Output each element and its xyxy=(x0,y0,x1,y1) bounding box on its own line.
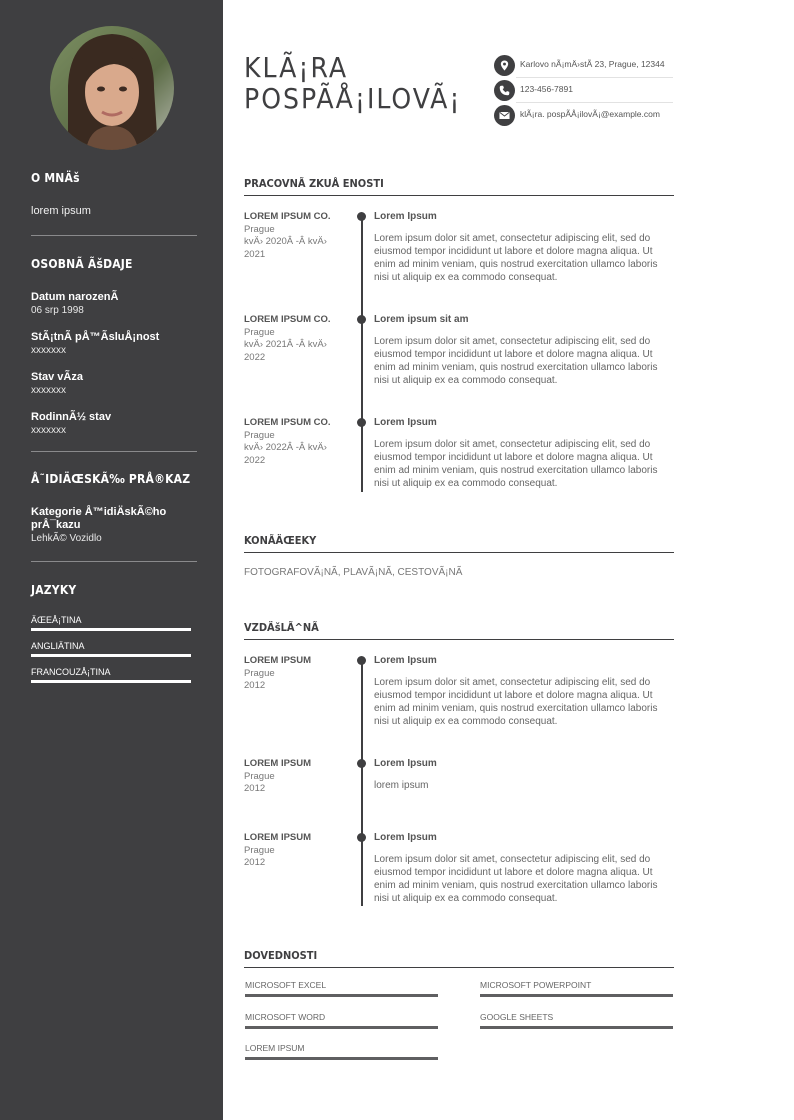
experience-city: Prague xyxy=(244,326,275,338)
timeline-dot xyxy=(357,759,366,768)
experience-dates: kvÄ› 2022Â -Â kvÄ› xyxy=(244,442,327,453)
education-meta xyxy=(244,758,354,796)
experience-dates: kvÄ› 2020Â -Â kvÄ› xyxy=(244,236,327,247)
skill-item xyxy=(245,1012,438,1029)
personal-item xyxy=(31,331,197,357)
hobbies-heading: KONÃÄŒEKY xyxy=(244,534,317,547)
experience-title: Lorem Ipsum xyxy=(374,211,437,222)
phone-icon xyxy=(494,80,515,101)
education-desc: Lorem ipsum dolor sit amet, consectetur adipiscing elit, sed do eiusmod tempor incididunt ut labore et dolore magna aliqua. Ut enim ad minim veniam, quis nostrud exercitation ullamco laboris nisi ut aliquip ex ea commodo consequat. xyxy=(374,677,658,727)
hobbies-text: FOTOGRAFOVÃ¡NÃ, PLAVÃ¡NÃ, CESTOVÃ¡NÃ xyxy=(244,567,463,578)
education-desc: Lorem ipsum dolor sit amet, consectetur adipiscing elit, sed do eiusmod tempor incididunt ut labore et dolore magna aliqua. Ut enim ad minim veniam, quis nostrud exercitation ullamco laboris nisi ut aliquip ex ea commodo consequat. xyxy=(374,854,658,904)
experience-timeline xyxy=(361,216,363,492)
email-text: klÃ¡ra. pospÃÅ¡ilovÃ¡@example.com xyxy=(520,109,660,119)
contact-address xyxy=(494,54,674,79)
section-rule xyxy=(244,639,674,640)
language-item xyxy=(31,641,197,657)
personal-label: RodinnÃ½ stav xyxy=(31,411,112,423)
avatar xyxy=(50,26,174,150)
experience-desc: Lorem ipsum dolor sit amet, consectetur adipiscing elit, sed do eiusmod tempor incididunt ut labore et dolore magna aliqua. Ut enim ad minim veniam, quis nostrud exercitation ullamco laboris nisi ut aliquip ex ea commodo consequat. xyxy=(374,233,658,283)
personal-value: xxxxxxx xyxy=(31,345,66,356)
experience-detail xyxy=(374,314,674,387)
section-rule xyxy=(244,967,674,968)
personal-label: Datum narozenÃ xyxy=(31,291,119,303)
personal-label: StÃ¡tnÃ pÅ™ÃsluÅ¡nost xyxy=(31,331,160,343)
skill-item xyxy=(245,980,438,997)
language-bar xyxy=(31,628,191,631)
language-item xyxy=(31,615,197,631)
education-year: 2012 xyxy=(244,680,266,691)
phone-text: 123-456-7891 xyxy=(520,84,573,94)
divider xyxy=(31,451,197,452)
experience-meta xyxy=(244,211,354,261)
personal-section xyxy=(31,257,197,437)
skills-heading: DOVEDNOSTI xyxy=(244,949,318,962)
language-bar xyxy=(31,654,191,657)
skill-item xyxy=(480,1012,673,1029)
timeline-dot xyxy=(357,212,366,221)
education-detail xyxy=(374,758,674,792)
education-detail xyxy=(374,655,674,728)
license-label-cont: prÅ¯kazu xyxy=(31,519,81,531)
timeline-dot xyxy=(357,833,366,842)
skill-item xyxy=(245,1043,438,1060)
about-heading: O MNÄš xyxy=(31,171,80,185)
email-icon xyxy=(494,105,515,126)
license-label: Kategorie Å™idiÄskÃ©ho xyxy=(31,506,167,518)
experience-title: Lorem ipsum sit am xyxy=(374,314,469,325)
education-detail xyxy=(374,832,674,905)
name-line-1: KLÃ¡RA xyxy=(244,51,349,84)
personal-value: xxxxxxx xyxy=(31,385,66,396)
skill-label: LOREM IPSUM xyxy=(245,1043,305,1053)
experience-org: LOREM IPSUM CO. xyxy=(244,211,331,222)
contact-email xyxy=(494,104,674,129)
education-meta xyxy=(244,832,354,870)
experience-desc: Lorem ipsum dolor sit amet, consectetur adipiscing elit, sed do eiusmod tempor incididunt ut labore et dolore magna aliqua. Ut enim ad minim veniam, quis nostrud exercitation ullamco laboris nisi ut aliquip ex ea commodo consequat. xyxy=(374,439,658,489)
skill-bar xyxy=(245,1026,438,1029)
skill-bar xyxy=(245,994,438,997)
skill-bar xyxy=(480,994,673,997)
experience-dates: kvÄ› 2021Â -Â kvÄ› xyxy=(244,339,327,350)
skill-bar xyxy=(245,1057,438,1060)
language-label: ANGLIÄTINA xyxy=(31,641,85,651)
language-bar xyxy=(31,680,191,683)
experience-year: 2022 xyxy=(244,351,266,363)
personal-value: xxxxxxx xyxy=(31,425,66,436)
section-rule xyxy=(244,195,674,196)
section-rule xyxy=(244,552,674,553)
education-title: Lorem Ipsum xyxy=(374,832,437,843)
profile-photo xyxy=(50,26,174,150)
experience-year: 2021 xyxy=(244,248,266,260)
personal-value: 06 srp 1998 xyxy=(31,305,84,316)
experience-org: LOREM IPSUM CO. xyxy=(244,417,331,428)
education-city: Prague xyxy=(244,667,275,679)
skill-label: GOOGLE SHEETS xyxy=(480,1012,554,1022)
languages-section xyxy=(31,583,197,683)
education-year: 2012 xyxy=(244,783,266,794)
skill-label: MICROSOFT POWERPOINT xyxy=(480,980,592,990)
sidebar xyxy=(0,0,223,1120)
license-section xyxy=(31,472,197,545)
name-line-2: POSPÃÅ¡ILOVÃ¡ xyxy=(244,82,462,115)
education-org: LOREM IPSUM xyxy=(244,655,312,666)
candidate-name xyxy=(244,52,462,114)
education-city: Prague xyxy=(244,844,275,856)
education-heading: VZDÄšLÃ^NÃ xyxy=(244,621,319,634)
about-section xyxy=(31,171,197,217)
experience-meta xyxy=(244,314,354,364)
experience-detail xyxy=(374,211,674,284)
personal-item xyxy=(31,371,197,397)
personal-item xyxy=(31,411,197,437)
contact-phone xyxy=(494,79,674,104)
education-year: 2012 xyxy=(244,857,266,868)
education-org: LOREM IPSUM xyxy=(244,758,312,769)
timeline-dot xyxy=(357,315,366,324)
location-pin-icon xyxy=(494,55,515,76)
education-title: Lorem Ipsum xyxy=(374,758,437,769)
timeline-dot xyxy=(357,418,366,427)
divider xyxy=(31,561,197,562)
license-item xyxy=(31,506,197,545)
experience-detail xyxy=(374,417,674,490)
education-meta xyxy=(244,655,354,693)
education-city: Prague xyxy=(244,770,275,782)
personal-label: Stav vÃza xyxy=(31,371,83,383)
experience-title: Lorem Ipsum xyxy=(374,417,437,428)
language-item xyxy=(31,667,197,683)
experience-org: LOREM IPSUM CO. xyxy=(244,314,331,325)
experience-heading: PRACOVNÃ ZKUÅ ENOSTI xyxy=(244,177,384,190)
languages-heading: JAZYKY xyxy=(31,583,77,597)
experience-city: Prague xyxy=(244,223,275,235)
experience-year: 2022 xyxy=(244,454,266,466)
divider xyxy=(31,235,197,236)
address-text: Karlovo nÃ¡mÄ›stÃ 23, Prague, 12344 xyxy=(520,59,665,69)
experience-city: Prague xyxy=(244,429,275,441)
license-heading: Å˜IDIÄŒSKÃ‰ PRÅ®KAZ xyxy=(31,472,191,486)
contact-divider xyxy=(516,102,673,103)
skill-label: MICROSOFT EXCEL xyxy=(245,980,327,990)
language-label: FRANCOUZÅ¡TINA xyxy=(31,667,111,677)
experience-meta xyxy=(244,417,354,467)
education-title: Lorem Ipsum xyxy=(374,655,437,666)
experience-desc: Lorem ipsum dolor sit amet, consectetur adipiscing elit, sed do eiusmod tempor incididunt ut labore et dolore magna aliqua. Ut enim ad minim veniam, quis nostrud exercitation ullamco laboris nisi ut aliquip ex ea commodo consequat. xyxy=(374,336,658,386)
language-label: ÄŒEÅ¡TINA xyxy=(31,615,82,625)
license-value: LehkÃ© Vozidlo xyxy=(31,533,102,544)
education-org: LOREM IPSUM xyxy=(244,832,312,843)
skill-label: MICROSOFT WORD xyxy=(245,1012,326,1022)
timeline-dot xyxy=(357,656,366,665)
personal-heading: OSOBNÃ ÃšDAJE xyxy=(31,257,133,271)
education-desc: lorem ipsum xyxy=(374,780,429,791)
personal-item xyxy=(31,291,197,317)
skill-bar xyxy=(480,1026,673,1029)
education-timeline xyxy=(361,660,363,906)
contact-divider xyxy=(516,77,673,78)
skill-item xyxy=(480,980,673,997)
about-text: lorem ipsum xyxy=(31,205,91,217)
